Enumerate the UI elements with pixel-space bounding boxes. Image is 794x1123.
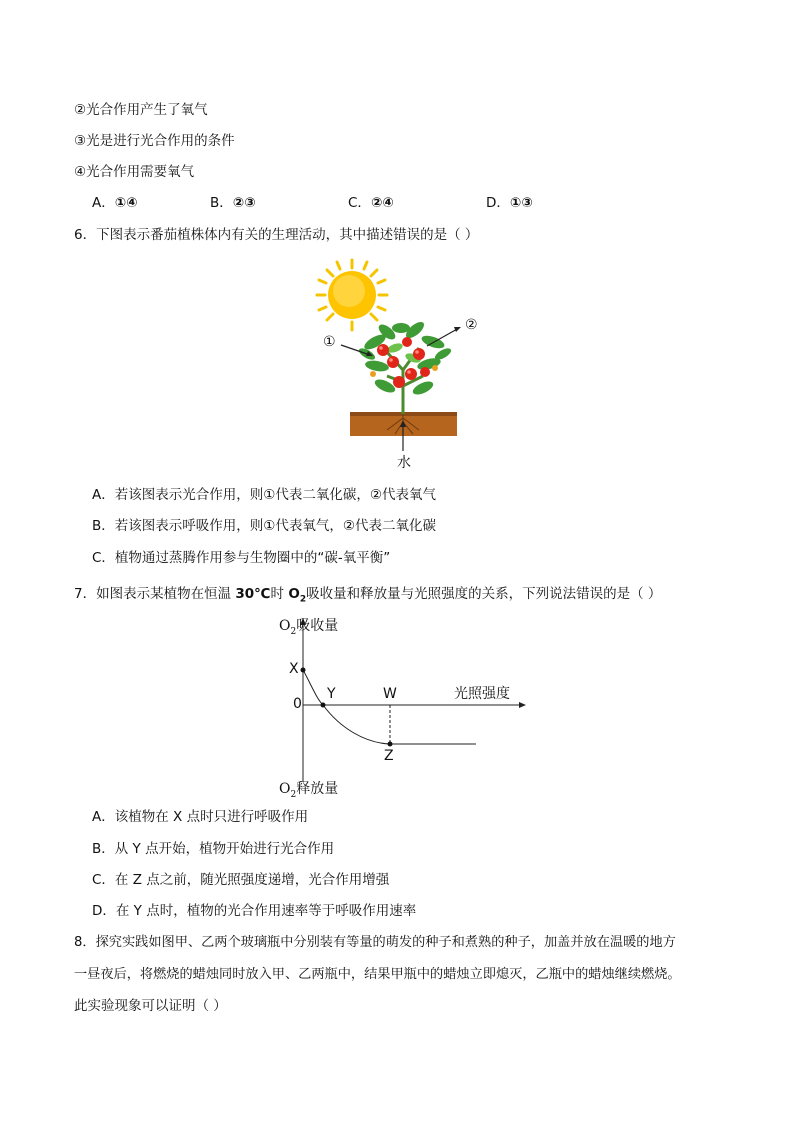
q5-option-b[interactable]: B．②③: [210, 195, 256, 211]
y-bottom-label: $O_2$释放量: [279, 781, 339, 800]
y-top-label: $O_2$吸收量: [279, 618, 339, 637]
point-y: [321, 703, 326, 708]
q5-option-d[interactable]: D．①③: [486, 195, 533, 211]
q7-stem: 7．如图表示某植物在恒温 30℃时 $O_2$吸收量和释放量与光照强度的关系，下列说法错误的是（ ）: [74, 586, 662, 605]
q8-stem-line-1: 8．探究实践如图甲、乙两个玻璃瓶中分别装有等量的萌发的种子和煮熟的种子，加盖并放在温暖的地方: [74, 935, 676, 950]
point-z: [388, 742, 393, 747]
label-1: ①: [323, 334, 336, 350]
q5-item-4: ④光合作用需要氧气: [74, 164, 195, 180]
q7-option-d[interactable]: D．在 Y 点时，植物的光合作用速率等于呼吸作用速率: [92, 903, 417, 919]
q6-stem: 6．下图表示番茄植株体内有关的生理活动，其中描述错误的是（ ）: [74, 227, 479, 243]
point-y-label: Y: [327, 686, 336, 702]
q8-stem-line-3: 此实验现象可以证明（ ）: [74, 998, 227, 1014]
point-x: [301, 668, 306, 673]
label-water: 水: [397, 455, 411, 471]
q6-option-b[interactable]: B．若该图表示呼吸作用，则①代表氧气，②代表二氧化碳: [92, 518, 436, 534]
q6-option-a[interactable]: A．若该图表示光合作用，则①代表二氧化碳，②代表氧气: [92, 487, 436, 503]
label-2: ②: [465, 317, 478, 333]
point-x-label: X: [289, 661, 299, 677]
q7-option-c[interactable]: C．在 Z 点之前，随光照强度递增，光合作用增强: [92, 872, 390, 888]
q8-stem-line-2: 一昼夜后，将燃烧的蜡烛同时放入甲、乙两瓶中，结果甲瓶中的蜡烛立即熄灭，乙瓶中的蜡烛继续燃烧。: [74, 967, 681, 982]
q5-item-2: ②光合作用产生了氧气: [74, 102, 208, 118]
q7-graph: [270, 610, 530, 802]
q6-plant-figure: [315, 258, 465, 472]
zero-label: 0: [293, 696, 302, 712]
q7-option-b[interactable]: B．从 Y 点开始，植物开始进行光合作用: [92, 841, 335, 857]
point-w-label: W: [383, 686, 397, 702]
q6-option-c[interactable]: C．植物通过蒸腾作用参与生物圈中的“碳-氧平衡”: [92, 550, 391, 566]
point-z-label: Z: [384, 748, 394, 764]
q7-option-a[interactable]: A．该植物在 X 点时只进行呼吸作用: [92, 809, 309, 825]
q5-item-3: ③光是进行光合作用的条件: [74, 133, 235, 149]
x-axis-label: 光照强度: [454, 686, 510, 702]
q5-option-a[interactable]: A．①④: [92, 195, 138, 211]
q5-option-c[interactable]: C．②④: [348, 195, 394, 211]
